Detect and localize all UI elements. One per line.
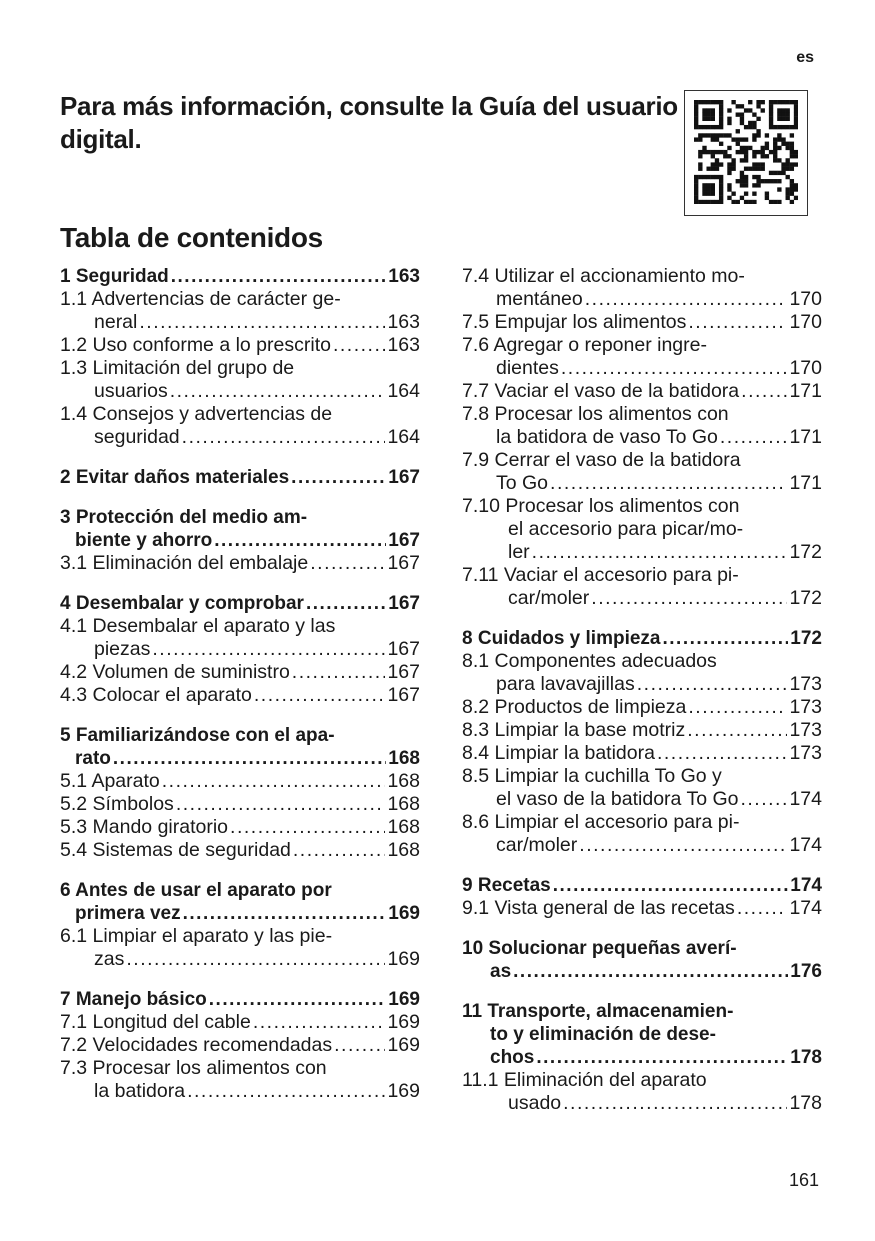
toc-page-number: 173 [789,719,822,741]
toc-entry-text: 8.6 Limpiar el accesorio para pi- [462,811,740,833]
toc-entry[interactable] [462,811,822,857]
toc-entry-text: 1.3 Limitación del grupo de [60,357,295,379]
toc-entry-text: 7.1 Longitud del cable [60,1011,251,1033]
toc-entry[interactable] [462,265,822,311]
toc-page-number: 176 [790,961,822,982]
toc-entry-text: 7.3 Procesar los alimentos con [60,1057,327,1079]
toc-entry-text: car/moler [508,587,590,609]
toc-page-number: 168 [387,816,420,838]
toc-page-number: 167 [387,638,420,660]
toc-entry[interactable] [60,615,420,661]
toc-entry[interactable] [462,564,822,610]
toc-page-number: 174 [789,834,822,856]
toc-page-number: 163 [388,266,420,287]
toc-page-number: 173 [789,696,822,718]
toc-entry[interactable] [60,816,420,839]
toc-page-number: 167 [388,530,420,551]
toc-page-number: 169 [388,903,420,924]
dot-leader [657,742,788,765]
page-number: 161 [788,1170,819,1190]
toc-entry[interactable] [462,719,822,742]
toc-entry-text: 3.1 Eliminación del embalaje [60,552,309,574]
dot-leader [513,960,788,983]
toc-entry-text: usuarios [94,380,168,402]
dot-leader [550,472,787,495]
toc-entry[interactable] [462,403,822,449]
toc-entry-text: 7.5 Empujar los alimentos [462,311,687,333]
toc-entry[interactable] [462,495,822,564]
toc-entry-text: 5.1 Aparato [60,770,160,792]
toc-entry[interactable] [60,403,420,449]
dot-leader [187,1080,385,1103]
toc-entry-text: 8.5 Limpiar la cuchilla To Go y [462,765,722,787]
toc-entry-text: 7.4 Utilizar el accionamiento mo- [462,265,745,287]
toc-entry-text: dientes [496,357,559,379]
dot-leader [182,426,386,449]
toc-entry[interactable] [60,288,420,334]
toc-entry-text: 10 Solucionar pequeñas averí- [462,938,737,959]
toc-page-number: 169 [387,1034,420,1056]
dot-leader [688,696,787,719]
toc-entry-text: rato [75,748,111,769]
toc-page-number: 167 [388,593,420,614]
toc-entry-text: 8.2 Productos de limpieza [462,696,687,718]
toc-entry[interactable] [60,334,420,357]
toc-entry-text: ler [508,541,530,563]
toc-entry[interactable] [60,770,420,793]
toc-entry-text: to y eliminación de dese- [490,1024,716,1045]
toc-page-number: 164 [387,426,420,448]
toc-entry[interactable] [60,466,420,489]
dot-leader [310,552,385,575]
toc-entry[interactable] [60,552,420,575]
toc-page-number: 174 [790,875,822,896]
dot-leader [152,638,385,661]
toc-entry-text: 7.11 Vaciar el accesorio para pi- [462,564,739,586]
toc-entry-text: as [490,961,512,982]
dot-leader [306,592,386,615]
toc-page-number: 169 [387,948,420,970]
toc-entry-text: 7.8 Procesar los alimentos con [462,403,729,425]
dot-leader [162,770,386,793]
toc-page-number: 178 [789,1092,822,1114]
toc-page-number: 169 [387,1080,420,1102]
toc-entry-text: el vaso de la batidora To Go [496,788,739,810]
intro-heading: Para más información, consulte la Guía del usuario digital. [60,91,678,154]
toc-entry-text: chos [490,1047,535,1068]
dot-leader [176,793,386,816]
toc-page-number: 170 [789,288,822,310]
toc-entry-text: 7 Manejo básico [60,989,207,1010]
toc-page-number: 173 [789,742,822,764]
toc-page-number: 167 [387,684,420,706]
toc-entry-text: 1.4 Consejos y advertencias de [60,403,333,425]
toc-entry-text: 7.10 Procesar los alimentos con [462,495,740,517]
toc-entry[interactable] [462,874,822,897]
toc-entry-text: 11 Transporte, almacenamien- [462,1001,734,1022]
toc-page-number: 167 [388,467,420,488]
toc-entry-text: 8.4 Limpiar la batidora [462,742,655,764]
dot-leader [579,834,787,857]
dot-leader [737,897,788,920]
dot-leader [253,1011,386,1034]
toc-entry-text: 8.1 Componentes adecuados [462,650,717,672]
toc-page-number: 171 [789,472,822,494]
toc-entry[interactable] [60,839,420,862]
toc-column-left [60,265,420,1103]
qr-code-icon [694,100,798,204]
toc-entry-text: 5.3 Mando giratorio [60,816,229,838]
toc-entry-text: car/moler [496,834,578,856]
toc-entry[interactable] [60,661,420,684]
dot-leader [126,948,385,971]
toc-entry-text: usado [508,1092,562,1114]
toc-entry[interactable] [462,650,822,696]
toc-entry-text: seguridad [94,426,180,448]
dot-leader [637,673,788,696]
toc-entry[interactable] [60,988,420,1011]
toc-entry-text: 4.2 Volumen de suministro [60,661,290,683]
toc-entry[interactable] [462,696,822,719]
toc-entry[interactable] [462,627,822,650]
toc-entry[interactable] [60,1011,420,1034]
toc-entry-text: 7.7 Vaciar el vaso de la batidora [462,380,740,402]
toc-entry-text: 6 Antes de usar el aparato por [60,880,332,901]
dot-leader [171,265,387,288]
toc-page-number: 172 [790,628,822,649]
toc-entry[interactable] [60,1057,420,1103]
toc-entry-text: la batidora de vaso To Go [496,426,718,448]
dot-leader [585,288,788,311]
toc-entry-text: 1 Seguridad [60,266,169,287]
toc-page-number: 174 [789,897,822,919]
toc-entry-text: 1.2 Uso conforme a lo prescrito [60,334,331,356]
toc-entry-text: el accesorio para picar/mo- [508,518,744,540]
dot-leader [214,529,386,552]
toc-page-number: 163 [387,311,420,333]
dot-leader [113,747,386,770]
toc-entry[interactable] [60,925,420,971]
toc-entry-text: neral [94,311,138,333]
toc-page-number: 173 [789,673,822,695]
dot-leader [292,661,386,684]
toc-title: Tabla de contenidos [60,222,323,253]
toc-entry-text: 6.1 Limpiar el aparato y las pie- [60,925,333,947]
dot-leader [532,541,788,564]
toc-entry-text: 7.6 Agregar o reponer ingre- [462,334,707,356]
toc-entry[interactable] [60,265,420,288]
toc-page-number: 167 [387,552,420,574]
dot-leader [230,816,385,839]
toc-entry-text: 5.2 Símbolos [60,793,174,815]
dot-leader [170,380,386,403]
dot-leader [563,1092,787,1115]
toc-entry[interactable] [462,449,822,495]
toc-entry[interactable] [462,1000,822,1069]
toc-entry[interactable] [60,793,420,816]
toc-entry-text: 5.4 Sistemas de seguridad [60,839,291,861]
toc-entry-text: 1.1 Advertencias de carácter ge- [60,288,341,310]
dot-leader [687,719,787,742]
dot-leader [591,587,787,610]
toc-entry-text: To Go [496,472,549,494]
toc-entry-text: 7.9 Cerrar el vaso de la batidora [462,449,741,471]
dot-leader [334,1034,385,1057]
toc-entry[interactable] [462,380,822,403]
toc-entry-text: para lavavajillas [496,673,635,695]
toc-entry[interactable] [462,334,822,380]
toc-entry[interactable] [60,879,420,925]
dot-leader [291,466,386,489]
toc-entry[interactable] [60,506,420,552]
dot-leader [688,311,787,334]
toc-page-number: 163 [387,334,420,356]
toc-entry[interactable] [462,742,822,765]
toc-page-number: 171 [789,426,822,448]
toc-entry-text: 4 Desembalar y comprobar [60,593,304,614]
dot-leader [741,380,787,403]
toc-page-number: 168 [387,770,420,792]
toc-entry[interactable] [462,937,822,983]
toc-entry[interactable] [60,1034,420,1057]
toc-page-number: 170 [789,357,822,379]
toc-entry-text: 4.3 Colocar el aparato [60,684,252,706]
toc-entry-text: 8.3 Limpiar la base motriz [462,719,686,741]
toc-entry-text: 9 Recetas [462,875,551,896]
toc-entry[interactable] [60,592,420,615]
toc-entry[interactable] [60,357,420,403]
toc-entry-text: la batidora [94,1080,186,1102]
toc-page-number: 169 [387,1011,420,1033]
toc-entry-text: 4.1 Desembalar el aparato y las [60,615,336,637]
dot-leader [139,311,385,334]
toc-page-number: 170 [789,311,822,333]
toc-page-number: 167 [387,661,420,683]
toc-page-number: 174 [789,788,822,810]
dot-leader [740,788,787,811]
toc-page-number: 178 [790,1047,822,1068]
dot-leader [209,988,387,1011]
toc-page-number: 168 [387,793,420,815]
toc-entry-text: biente y ahorro [75,530,213,551]
toc-entry-text: 11.1 Eliminación del aparato [462,1069,707,1091]
toc-entry-text: 5 Familiarizándose con el apa- [60,725,335,746]
toc-page-number: 172 [789,587,822,609]
dot-leader [553,874,789,897]
toc-page-number: 169 [388,989,420,1010]
dot-leader [720,426,788,449]
dot-leader [536,1046,788,1069]
toc-column-right [462,265,822,1115]
qr-code[interactable] [684,90,808,216]
toc-entry-text: 7.2 Velocidades recomendadas [60,1034,333,1056]
language-code: es [796,49,814,66]
toc-entry[interactable] [462,765,822,811]
toc-page-number: 164 [387,380,420,402]
toc-entry-text: 9.1 Vista general de las recetas [462,897,735,919]
toc-page-number: 172 [789,541,822,563]
toc-entry[interactable] [462,1069,822,1115]
toc-entry[interactable] [60,724,420,770]
toc-entry-text: mentáneo [496,288,583,310]
toc-page-number: 168 [387,839,420,861]
toc-entry-text: 8 Cuidados y limpieza [462,628,661,649]
toc-entry-text: zas [94,948,125,970]
toc-entry-text: 2 Evitar daños materiales [60,467,290,488]
toc-entry-text: primera vez [75,903,181,924]
toc-entry-text: 3 Protección del medio am- [60,507,308,528]
toc-entry[interactable] [60,684,420,707]
dot-leader [561,357,788,380]
toc-page-number: 168 [388,748,420,769]
toc-entry[interactable] [462,311,822,334]
toc-entry-text: piezas [94,638,151,660]
dot-leader [333,334,386,357]
dot-leader [663,627,789,650]
dot-leader [183,902,387,925]
toc-page-number: 171 [789,380,822,402]
dot-leader [293,839,386,862]
dot-leader [254,684,386,707]
toc-entry[interactable] [462,897,822,920]
